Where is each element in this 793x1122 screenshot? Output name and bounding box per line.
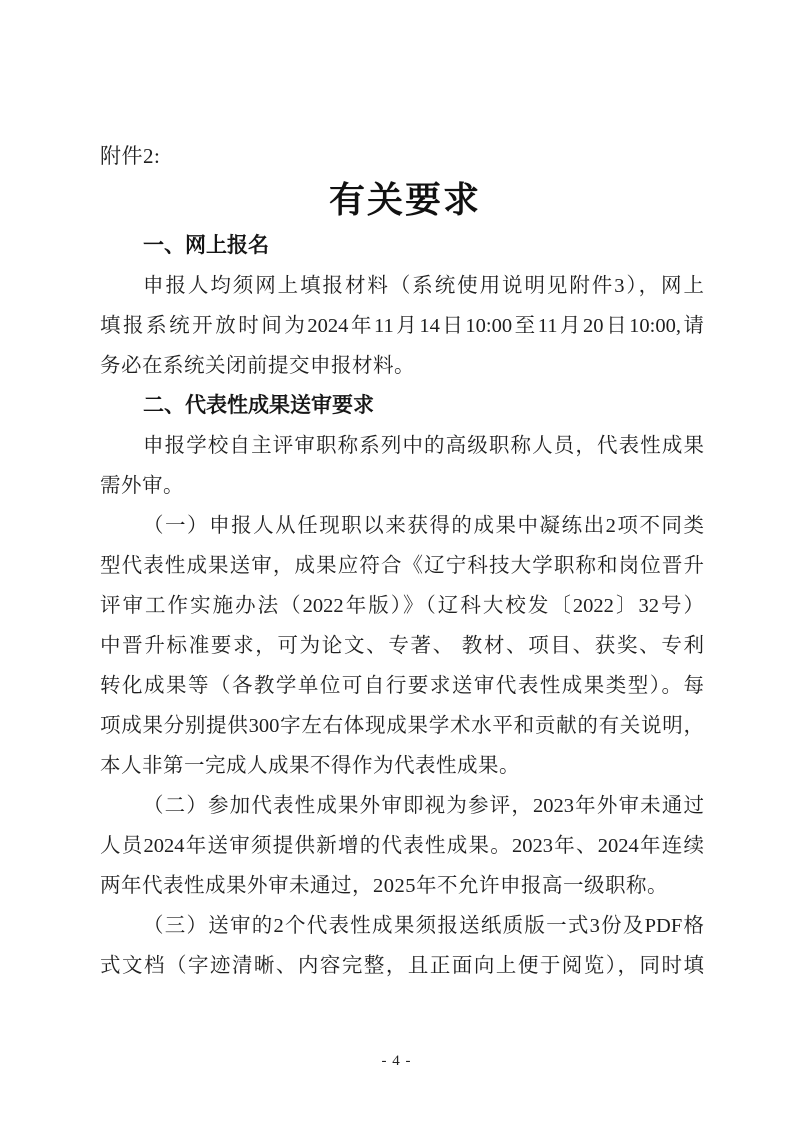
page-number: - 4 - — [381, 1053, 412, 1069]
document-body — [100, 226, 704, 986]
section-heading-achievement-review: 二、代表性成果送审要求 — [143, 394, 374, 417]
attachment-label: 附件2: — [100, 144, 161, 168]
body-line: 申报学校自主评审职称系列中的高级职称人员，代表性成果 — [143, 435, 704, 457]
body-line: 人员2024年送审须提供新增的代表性成果。2023年、2024年连续 — [100, 835, 704, 857]
body-line: 填报系统开放时间为2024年11月14日10:00至11月20日10:00,请 — [100, 315, 704, 337]
body-line: 式文档（字迹清晰、内容完整，且正面向上便于阅览），同时填 — [100, 955, 704, 977]
body-line: 转化成果等（各教学单位可自行要求送审代表性成果类型）。每 — [100, 675, 704, 697]
body-line: 本人非第一完成人成果不得作为代表性成果。 — [100, 755, 520, 777]
body-line: 务必在系统关闭前提交申报材料。 — [100, 355, 415, 377]
body-line: （一）申报人从任现职以来获得的成果中凝练出2项不同类 — [143, 515, 704, 537]
body-line: 中晋升标准要求，可为论文、专著、 教材、项目、获奖、专利 — [100, 635, 704, 657]
body-line: （二）参加代表性成果外审即视为参评，2023年外审未通过 — [143, 795, 704, 817]
section-heading-online-registration: 一、网上报名 — [143, 234, 269, 257]
document-title: 有关要求 — [328, 180, 481, 220]
body-line: 项成果分别提供300字左右体现成果学术水平和贡献的有关说明， — [100, 715, 704, 737]
body-line: 申报人均须网上填报材料（系统使用说明见附件3），网上 — [143, 275, 704, 297]
body-line: 评审工作实施办法（2022年版）》（辽科大校发〔2022〕32号） — [100, 595, 704, 617]
body-line: 需外审。 — [100, 475, 184, 497]
body-line: （三）送审的2个代表性成果须报送纸质版一式3份及PDF格 — [143, 915, 704, 937]
body-line: 型代表性成果送审，成果应符合《辽宁科技大学职称和岗位晋升 — [100, 555, 704, 577]
body-line: 两年代表性成果外审未通过，2025年不允许申报高一级职称。 — [100, 875, 668, 897]
